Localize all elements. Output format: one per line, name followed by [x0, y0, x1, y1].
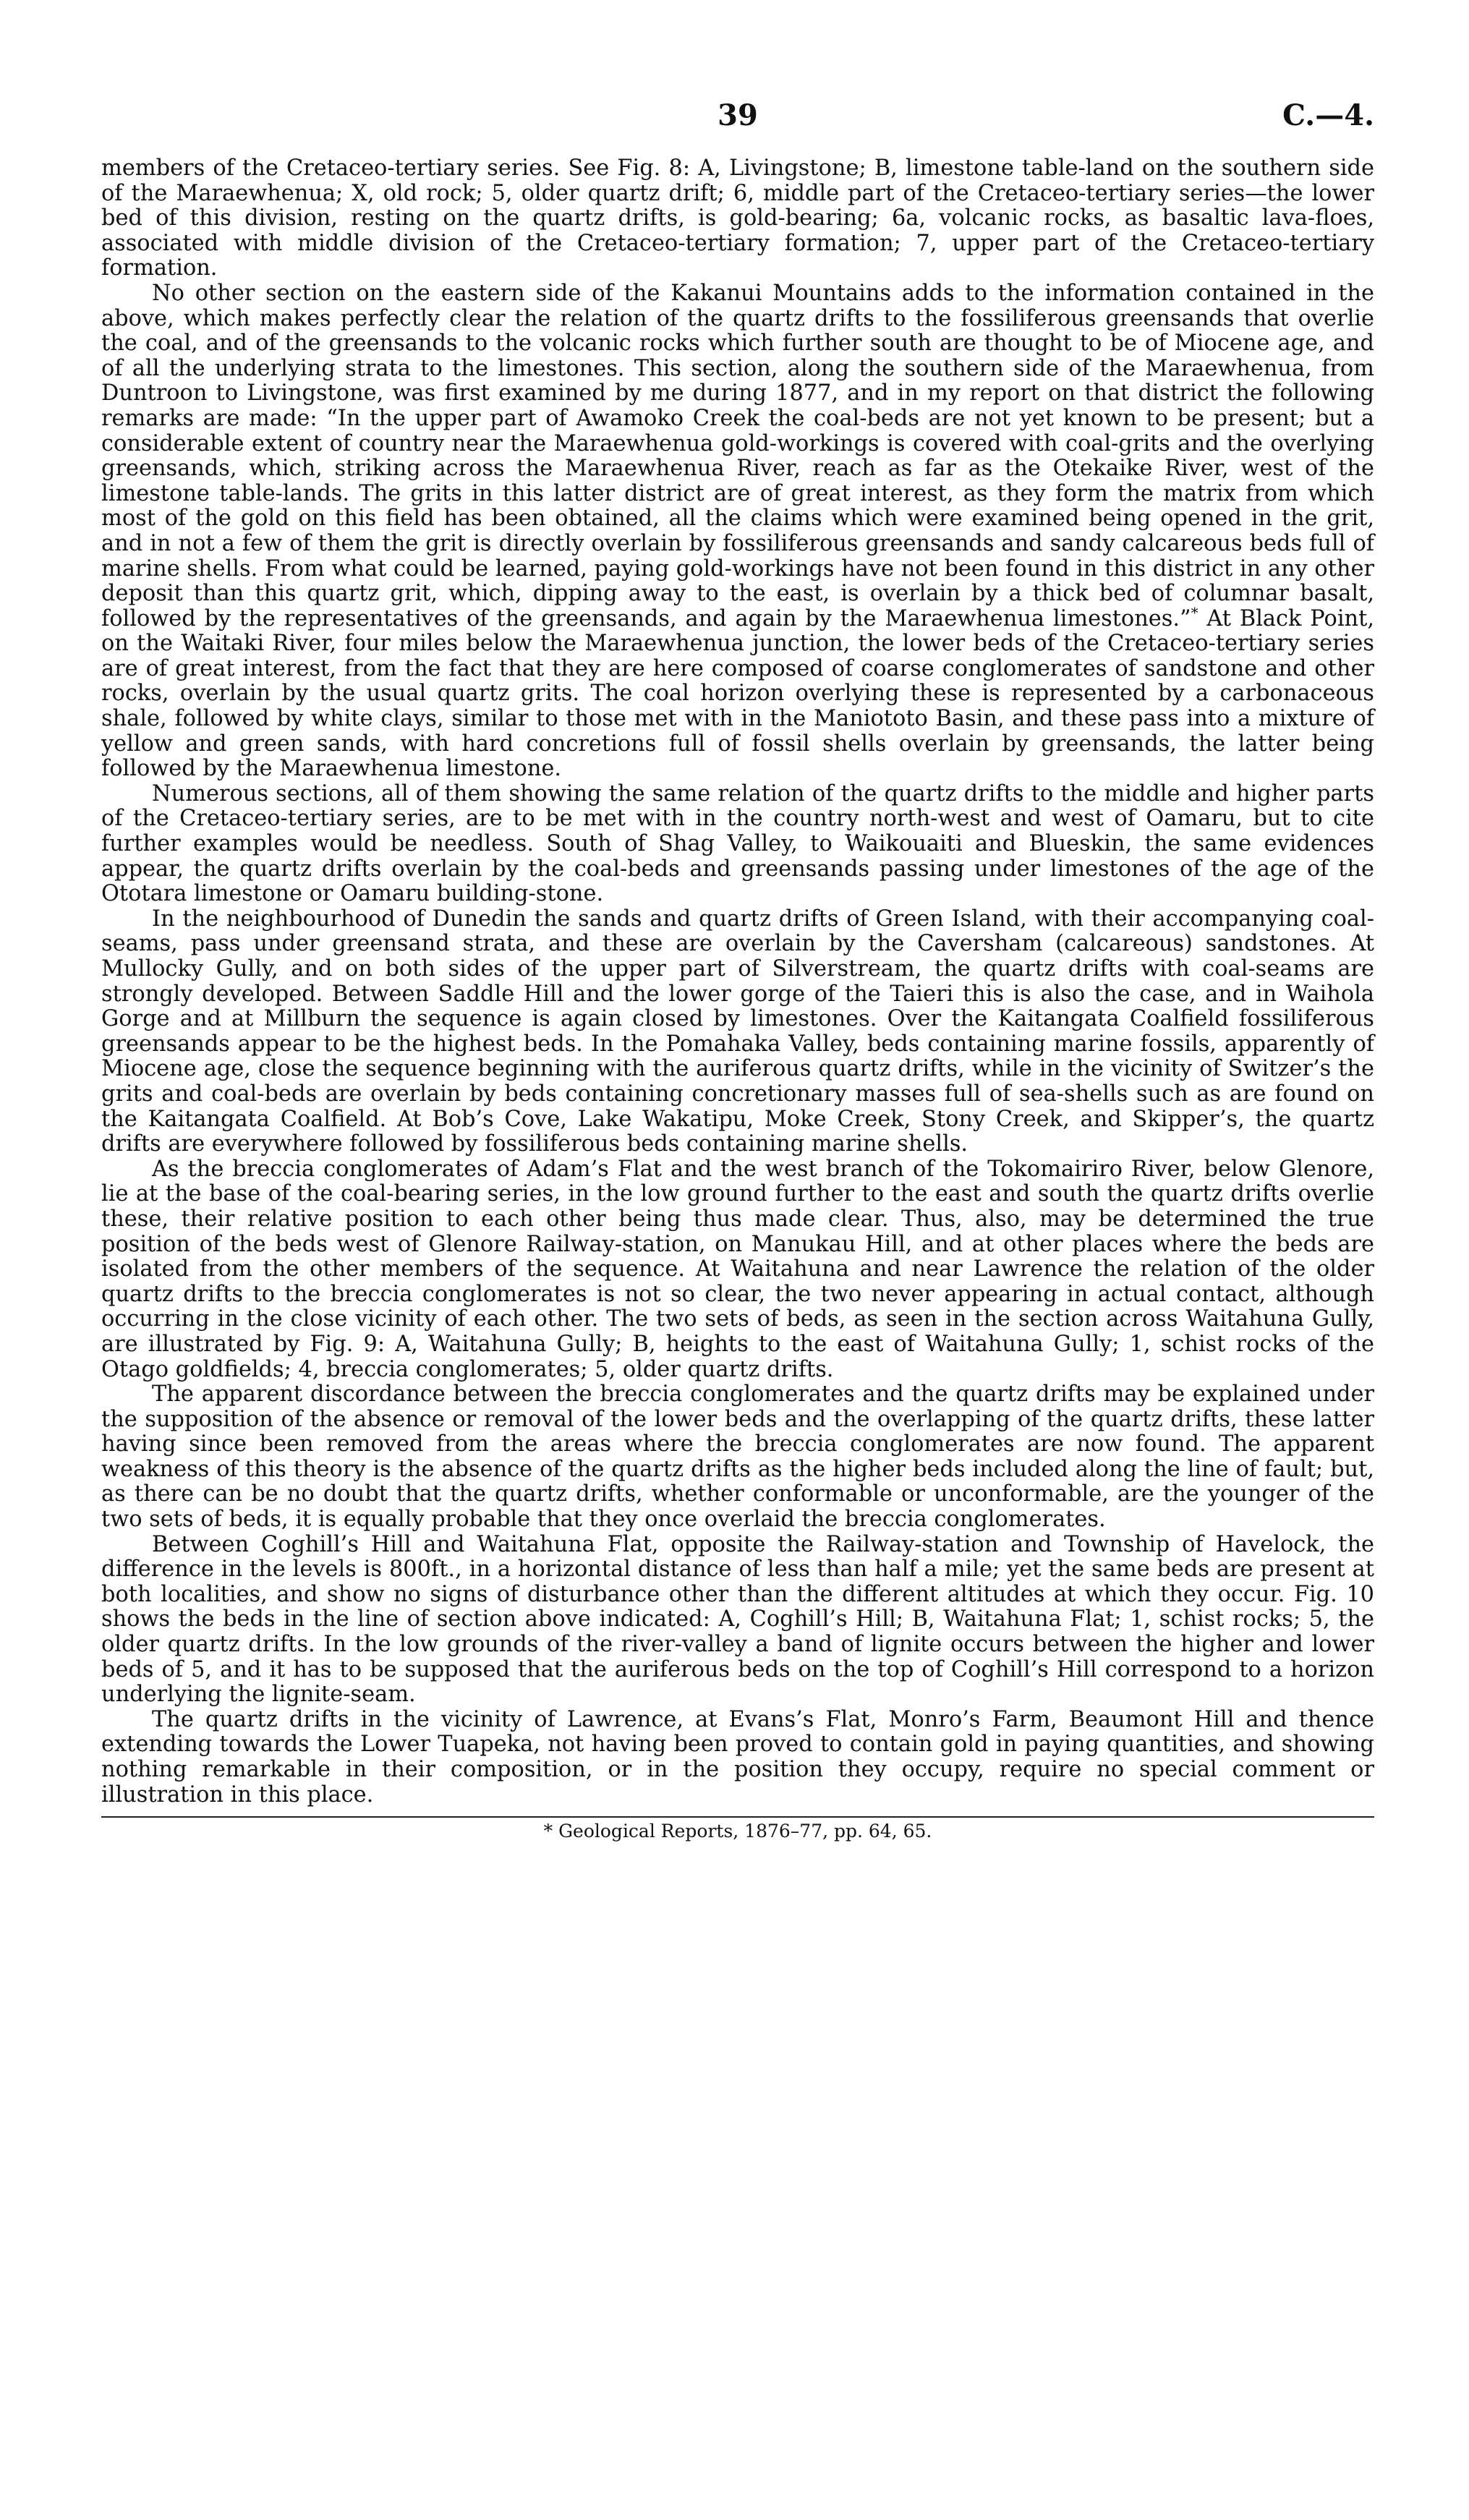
paragraph-1: members of the Cretaceo-tertiary series. See Fig. 8: A, Livingstone; B, limestone table-land on the southern side of the Maraewhenua; X, old rock; 5, older quartz drift; 6, middle part of the Cretaceo-tertiary series—the lower bed of this division, resting on the quartz drifts, is gold-bearing; 6a, volcanic rocks, as basaltic lava-floes, associated with middle division of the Cretaceo-tertiary formation; 7, upper part of the Cretaceo-tertiary formation.: [101, 156, 1374, 281]
footnote: * Geological Reports, 1876–77, pp. 64, 65.: [543, 1821, 932, 1842]
paragraph-5: As the breccia conglomerates of Adam’s Flat and the west branch of the Tokomairiro River, below Glenore, lie at the base of the coal-bearing series, in the low ground further to the east and south the quartz drifts overlie these, their relative position to each other being thus made clear. Thus, also, may be determined the true position of the beds west of Glenore Railway-station, on Manukau Hill, and at other places where the beds are isolated from the other members of the sequence. At Waitahuna and near Lawrence the relation of the older quartz drifts to the breccia conglomerates is not so clear, the two never appearing in actual contact, although occurring in the close vicinity of each other. The two sets of beds, as seen in the section across Waitahuna Gully, are illustrated by Fig. 9: A, Waitahuna Gully; B, heights to the east of Waitahuna Gully; 1, schist rocks of the Otago goldfields; 4, breccia conglomerates; 5, older quartz drifts.: [101, 1156, 1374, 1382]
page-header: [101, 94, 1374, 152]
body-text: [101, 156, 1374, 1808]
page-number: 39: [718, 98, 758, 132]
paragraph-4: In the neighbourhood of Dunedin the sands and quartz drifts of Green Island, with their accompanying coal-seams, pass under greensand strata, and these are overlain by the Caversham (calcareous) sandstones. At Mullocky Gully, and on both sides of the upper part of Silverstream, the quartz drifts with coal-seams are strongly developed. Between Saddle Hill and the lower gorge of the Taieri this is also the case, and in Waihola Gorge and at Millburn the sequence is again closed by limestones. Over the Kaitangata Coalfield fossiliferous greensands appear to be the highest beds. In the Pomahaka Valley, beds containing marine fossils, apparently of Miocene age, close the sequence beginning with the auriferous quartz drifts, while in the vicinity of Switzer’s the grits and coal-beds are overlain by beds containing concretionary masses full of sea-shells such as are found on the Kaitangata Coalfield. At Bob’s Cove, Lake Wakatipu, Moke Creek, Stony Creek, and Skipper’s, the quartz drifts are everywhere followed by fossiliferous beds containing marine shells.: [101, 906, 1374, 1157]
footnote-marker: *: [1191, 603, 1198, 621]
paragraph-7: Between Coghill’s Hill and Waitahuna Flat, opposite the Railway-station and Township of Havelock, the difference in the levels is 800ft., in a horizontal distance of less than half a mile; yet the same beds are present at both localities, and show no signs of disturbance other than the different altitudes at which they occur. Fig. 10 shows the beds in the line of section above indicated: A, Coghill’s Hill; B, Waitahuna Flat; 1, schist rocks; 5, the older quartz drifts. In the low grounds of the river-valley a band of lignite occurs between the higher and lower beds of 5, and it has to be supposed that the auriferous beds on the top of Coghill’s Hill correspond to a horizon underlying the lignite-seam.: [101, 1531, 1374, 1708]
footnote-divider: [101, 1816, 1374, 1818]
paragraph-3: Numerous sections, all of them showing the same relation of the quartz drifts to the middle and higher parts of the Cretaceo-tertiary series, are to be met with in the country north-west and west of Oamaru, but to cite further examples would be needless. South of Shag Valley, to Waikouaiti and Blueskin, the same evidences appear, the quartz drifts overlain by the coal-beds and greensands passing under limestones of the age of the Ototara limestone or Oamaru building-stone.: [101, 780, 1374, 907]
document-reference: C.—4.: [1282, 98, 1374, 132]
paragraph-2: [101, 281, 1374, 782]
paragraph-8: The quartz drifts in the vicinity of Lawrence, at Evans’s Flat, Monro’s Farm, Beaumont Hill and thence extending towards the Lower Tuapeka, not having been proved to contain gold in paying quantities, and showing nothing remarkable in their composition, or in the position they occupy, require no special comment or illustration in this place.: [101, 1706, 1374, 1808]
paragraph-2-continuation: At Black Point, on the Waitaki River, four miles below the Maraewhenua junction, the lower beds of the Cretaceo-tertiary series are of great interest, from the fact that they are here composed of coarse conglomerates of sandstone and other rocks, overlain by the usual quartz grits. The coal horizon overlying these is represented by a carbonaceous shale, followed by white clays, similar to those met with in the Maniototo Basin, and these pass into a mixture of yellow and green sands, with hard concretions full of fossil shells overlain by greensands, the latter being followed by the Maraewhenua limestone.: [101, 605, 1374, 782]
paragraph-2-text: No other section on the eastern side of the Kakanui Mountains adds to the information contained in the above, which makes perfectly clear the relation of the quartz drifts to the fossiliferous greensands that overlie the coal, and of the greensands to the volcanic rocks which further south are thought to be of Miocene age, and of all the underlying strata to the limestones. This section, along the southern side of the Maraewhenua, from Duntroon to Livingstone, was first examined by me during 1877, and in my report on that district the following remarks are made: “In the upper part of Awamoko Creek the coal-beds are not yet known to be present; but a considerable extent of country near the Maraewhenua gold-workings is covered with coal-grits and the overlying greensands, which, striking across the Maraewhenua River, reach as far as the Otekaike River, west of the limestone table-lands. The grits in this latter district are of great interest, as they form the matrix from which most of the gold on this field has been obtained, all the claims which were examined being opened in the grit, and in not a few of them the grit is directly overlain by fossiliferous greensands and sandy calcareous beds full of marine shells. From what could be learned, paying gold-workings have not been found in this district in any other deposit than this quartz grit, which, dipping away to the east, is overlain by a thick bed of columnar basalt, followed by the representatives of the greensands, and again by the Maraewhenua limestones.”: [101, 280, 1374, 631]
document-page: [101, 94, 1374, 2481]
paragraph-6: The apparent discordance between the breccia conglomerates and the quartz drifts may be explained under the supposition of the absence or removal of the lower beds and the overlapping of the quartz drifts, these latter having since been removed from the areas where the breccia conglomerates are now found. The apparent weakness of this theory is the absence of the quartz drifts as the higher beds included along the line of fault; but, as there can be no doubt that the quartz drifts, whether conformable or unconformable, are the younger of the two sets of beds, it is equally probable that they once overlaid the breccia conglomerates.: [101, 1382, 1374, 1533]
